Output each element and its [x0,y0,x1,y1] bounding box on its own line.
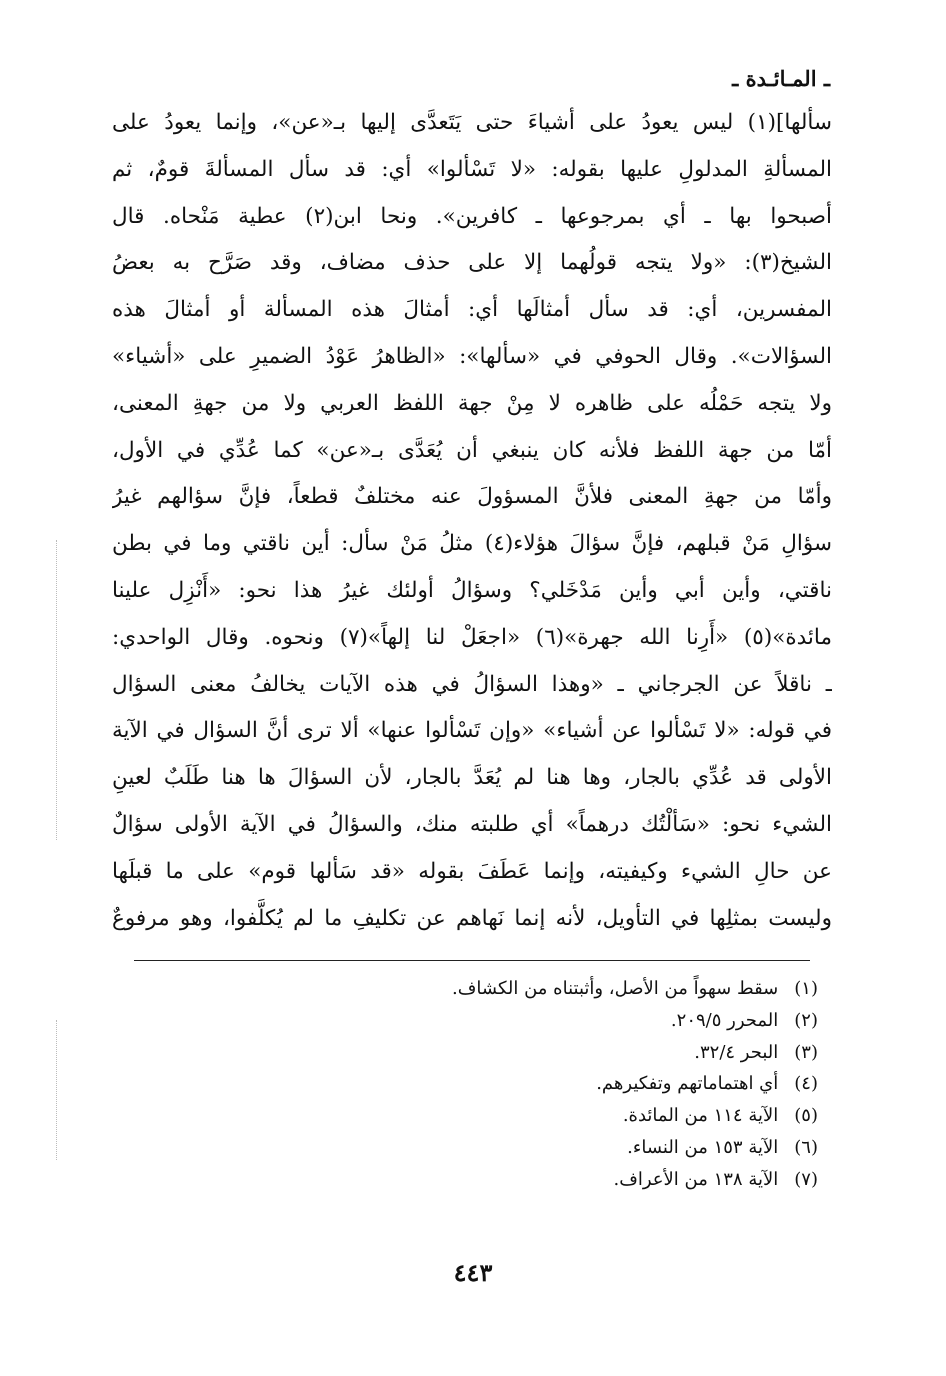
footnote [258,1068,818,1100]
body-line: أمّا من جهة اللفظ فلأنه كان ينبغي أن يُعَدَّى بـ«عن» كما عُدِّي في الأول، [112,437,832,463]
body-line: الشيء نحو: «سَألْتُك درهماً» أي طلبته منك، والسؤالُ في الآية الأولى سؤالٌ [112,811,832,837]
body-line: مائدة»(٥) «أَرِنا الله جهرة»(٦) «اجعَلْ لنا إلهاً»(٧) ونحوه. وقال الواحدي: [112,624,832,650]
body-line: وأمّا من جهةِ المعنى فلأنَّ المسؤولَ عنه مختلفٌ قطعاً، فإنَّ سؤالهم غيرُ [112,484,832,510]
body-line: ـ ناقلاً عن الجرجاني ـ «وهذا السؤالُ في هذه الآيات يخالفُ معنى السؤال [112,671,832,697]
footnotes [258,973,818,1196]
footnote-number: (١) [794,978,818,999]
body-line: أصبحوا بها ـ أي بمرجوعها ـ كافرين». ونحا ابن(٢) عطية مَنْحاه. قال [112,203,832,229]
body-text [112,100,832,942]
scan-edge-mark [56,540,57,840]
footnote-text: الآية ١٣٨ من الأعراف. [613,1168,779,1190]
body-line: المفسرين، أي: قد سأل أمثالَها أي: أمثالَ هذه المسألة أو أمثالَ هذه [112,297,832,323]
body-line: سؤالِ مَنْ قبلهم، فإنَّ سؤالَ هؤلاء(٤) مثلُ مَنْ سأل: أين ناقتي وما في بطن [112,531,832,557]
footnote-text: الآية ١١٤ من المائدة. [622,1105,779,1127]
body-line: المسألةِ المدلولِ عليها بقوله: «لا تَسْألوا» أي: قد سأل المسألةَ قومٌ، ثم [112,156,832,182]
footnote-divider [134,960,810,961]
footnote [258,1037,818,1069]
scan-edge-mark [56,1020,57,1160]
body-line: الأولى قد عُدِّي بالجار، وها هنا لم يُعَدَّ بالجار، لأن السؤالَ ها هنا طَلَبٌ لعينِ [112,765,832,791]
page-number: ٤٤٣ [453,1258,493,1287]
body-line: وليست بمثلِها في التأويل، لأنه إنما نَهاهم عن تكليفِ ما لم يُكلَّفوا، وهو مرفوعٌ [112,905,832,931]
footnote-number: (٥) [794,1105,818,1127]
footnote-number: (٢) [794,1009,818,1031]
footnote [258,973,818,1005]
body-line: ولا يتجه حَمْلُه على ظاهره لا مِنْ جهة اللفظ العربي ولا من جهةِ المعنى، [112,390,832,416]
body-line: في قوله: «لا تَسْألوا عن أشياء» «وإن تَسْألوا عنها» ألا ترى أنَّ السؤال في الآية [112,718,832,744]
footnote-text: المحرر ٢٠٩/٥. [670,1009,779,1031]
footnote-text: أي اهتماماتهم وتفكيرهم. [596,1073,779,1095]
footnote [258,1005,818,1037]
body-line: الشيخ(٣): «ولا يتجه قولُهما إلا على حذف مضاف، وقد صَرَّح به بعضُ [112,250,832,276]
body-line: عن حالِ الشيء وكيفيته، وإنما عَطَفَ بقوله «قد سَألها قوم» على ما قبلَها [112,858,832,884]
footnote-text: البحر ٣٢/٤. [694,1041,779,1063]
footnote-text: الآية ١٥٣ من النساء. [627,1136,779,1158]
footnote-number: (٣) [794,1041,818,1063]
footnote-number: (٦) [794,1136,818,1158]
footnote [258,1132,818,1164]
body-line: سألها](١) ليس يعودُ على أشياءَ حتى يَتَعدَّى إليها بـ«عن»، وإنما يعودُ على [112,110,832,135]
body-line: السؤالات». وقال الحوفي في «سألها»: «الظاهرُ عَوْدُ الضميرِ على «أشياء» [112,343,832,369]
footnote-number: (٧) [794,1168,818,1190]
footnote-text: سقط سهواً من الأصل، وأثبتناه من الكشاف. [452,978,779,999]
body-line: ناقتي، وأين أبي وأين مَدْخَلي؟ وسؤالُ أولئك غيرُ هذا نحو: «أَنْزِل علينا [112,577,832,603]
running-header: ـ المـائـدة ـ [732,66,830,91]
footnote [258,1164,818,1196]
footnote [258,1100,818,1132]
footnote-number: (٤) [794,1073,818,1095]
